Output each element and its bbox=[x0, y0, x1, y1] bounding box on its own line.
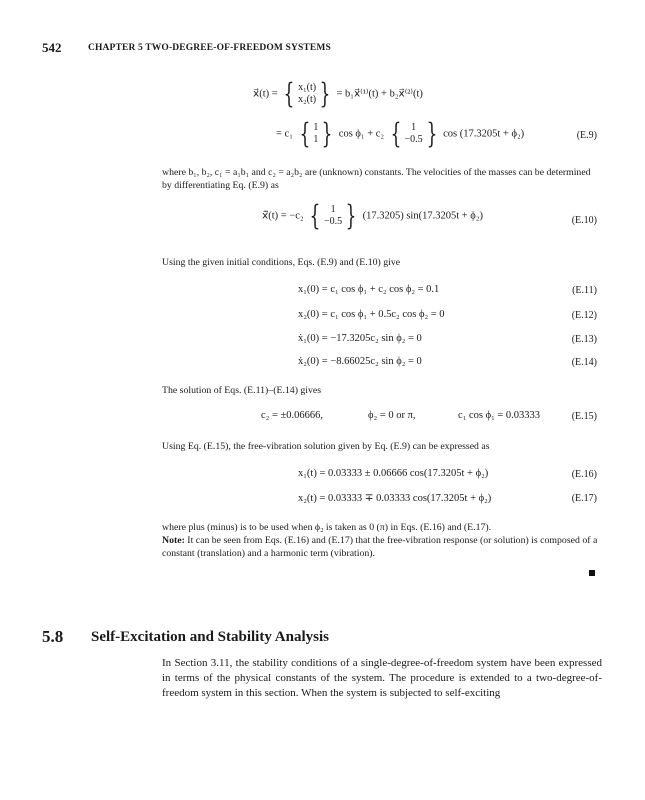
equation-number-e11: (E.11) bbox=[572, 285, 597, 296]
equation-e14: ẋ₂(0) = −8.66025c₂ sin ϕ₂ = 0 bbox=[298, 356, 422, 367]
equation-e9-line2: = c₁ { 1 1 } cos ϕ₁ + c₂ { 1 −0.5 } cos (17.3205t + ϕ₂) bbox=[276, 117, 525, 150]
vector-one-half-e10: 1 −0.5 bbox=[324, 204, 343, 227]
equation-e13: ẋ₁(0) = −17.3205c₂ sin ϕ₂ = 0 bbox=[298, 333, 422, 344]
paragraph-where-constants: where b₁, b₂, c₁ = a₁b₁ and c₂ = a₂b₂ are (unknown) constants. The velocities of the masses can be determined by differentiating Eq. (E.9) as bbox=[162, 167, 591, 191]
equation-e15-c2: c₂ = ±0.06666, bbox=[261, 410, 324, 421]
vector-one-one: 1 1 bbox=[313, 122, 319, 145]
vector-one-half: 1 −0.5 bbox=[404, 122, 423, 145]
equation-e10: ẋ⃗(t) = −c₂ { 1 −0.5 } (17.3205) sin(17.3205t + ϕ₂) bbox=[262, 199, 483, 232]
end-of-example-marker bbox=[589, 570, 595, 576]
equation-number-e13: (E.13) bbox=[571, 334, 597, 345]
note-text: It can be seen from Eqs. (E.16) and (E.17) that the free-vibration response (or solution) is composed of a constant (translation) and a harmonic term (vibration). bbox=[162, 535, 598, 559]
vector-x: x₁(t) x₂(t) bbox=[298, 82, 317, 105]
equation-number-e14: (E.14) bbox=[571, 357, 597, 368]
equation-number-e16: (E.16) bbox=[571, 469, 597, 480]
section-number: 5.8 bbox=[42, 627, 64, 646]
equation-e15-c1: c₁ cos ϕ₁ = 0.03333 bbox=[458, 410, 541, 421]
equation-e17: x₂(t) = 0.03333 ∓ 0.03333 cos(17.3205t + ϕ₂) bbox=[298, 493, 492, 504]
note-label: Note: bbox=[162, 535, 185, 546]
paragraph-using-e15: Using Eq. (E.15), the free-vibration solution given by Eq. (E.9) can be expressed as bbox=[162, 441, 490, 452]
equation-e11: x₁(0) = c₁ cos ϕ₁ + c₂ cos ϕ₂ = 0.1 bbox=[298, 284, 440, 295]
equation-number-e12: (E.12) bbox=[571, 310, 597, 321]
paragraph-plus-minus: where plus (minus) is to be used when ϕ₂ is taken as 0 (π) in Eqs. (E.16) and (E.17). bbox=[162, 522, 492, 533]
e9-lhs: x⃗(t) = bbox=[253, 88, 278, 100]
paragraph-initial-conditions: Using the given initial conditions, Eqs. (E.9) and (E.10) give bbox=[162, 257, 401, 268]
page-number: 542 bbox=[42, 40, 62, 55]
running-title: CHAPTER 5 TWO-DEGREE-OF-FREEDOM SYSTEMS bbox=[88, 43, 331, 53]
paragraph-note bbox=[162, 534, 600, 560]
left-brace: { bbox=[283, 77, 295, 110]
right-brace: } bbox=[319, 77, 331, 110]
e9-rhs: = b₁x⃗⁽¹⁾(t) + b₂x⃗⁽²⁾(t) bbox=[336, 88, 423, 100]
equation-e12: x₂(0) = c₁ cos ϕ₁ + 0.5c₂ cos ϕ₂ = 0 bbox=[298, 309, 445, 320]
equation-number-e9: (E.9) bbox=[576, 130, 597, 141]
equation-e9-line1 bbox=[253, 77, 423, 110]
section-title: Self-Excitation and Stability Analysis bbox=[91, 629, 329, 645]
equation-number-e10: (E.10) bbox=[571, 215, 597, 226]
section-body-paragraph: In Section 3.11, the stability conditions of a single-degree-of-freedom system have been expressed in terms of the physical constants of the system. The procedure is extended to a two-degree-of-freedom system in this section. When the system is subjected to self-exciting bbox=[162, 657, 602, 699]
equation-e16: x₁(t) = 0.03333 ± 0.06666 cos(17.3205t + ϕ₂) bbox=[298, 468, 489, 479]
equation-number-e17: (E.17) bbox=[571, 493, 597, 504]
equation-e15-phi2: ϕ₂ = 0 or π, bbox=[368, 410, 416, 421]
equation-number-e15: (E.15) bbox=[571, 411, 597, 422]
paragraph-solution: The solution of Eqs. (E.11)–(E.14) gives bbox=[162, 385, 322, 396]
